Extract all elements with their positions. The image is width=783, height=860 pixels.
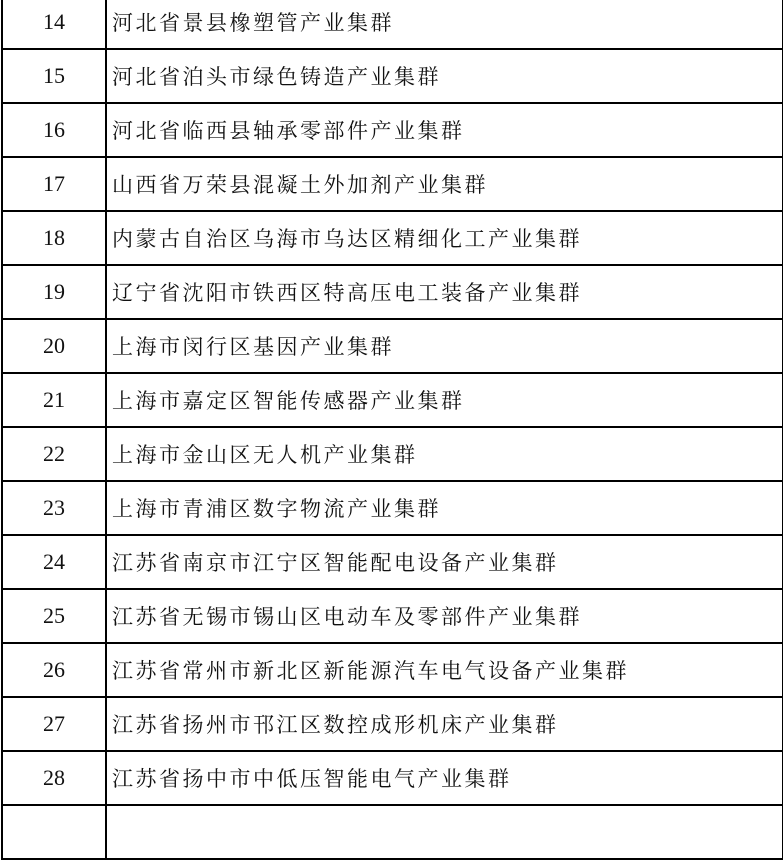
row-number: 24 [2,535,106,589]
cluster-name: 上海市青浦区数字物流产业集群 [106,481,783,535]
cluster-name: 河北省临西县轴承零部件产业集群 [106,103,783,157]
row-number: 21 [2,373,106,427]
cluster-name: 河北省泊头市绿色铸造产业集群 [106,49,783,103]
row-number: 20 [2,319,106,373]
cluster-name: 江苏省扬中市中低压智能电气产业集群 [106,751,783,805]
table-row [2,535,783,589]
row-number: 27 [2,697,106,751]
row-number-empty [2,805,106,859]
table-row [2,157,783,211]
cluster-name: 河北省景县橡塑管产业集群 [106,0,783,49]
row-number: 22 [2,427,106,481]
row-number: 17 [2,157,106,211]
row-number: 23 [2,481,106,535]
table-row [2,49,783,103]
row-number: 28 [2,751,106,805]
cluster-name: 江苏省常州市新北区新能源汽车电气设备产业集群 [106,643,783,697]
row-number: 26 [2,643,106,697]
row-number: 14 [2,0,106,49]
table-row [2,0,783,49]
row-number: 15 [2,49,106,103]
cluster-name: 内蒙古自治区乌海市乌达区精细化工产业集群 [106,211,783,265]
table-row [2,751,783,805]
cluster-name: 山西省万荣县混凝土外加剂产业集群 [106,157,783,211]
table-row [2,319,783,373]
table-row [2,481,783,535]
table-row [2,427,783,481]
row-number: 18 [2,211,106,265]
table-row [2,643,783,697]
row-number: 19 [2,265,106,319]
cluster-name: 上海市嘉定区智能传感器产业集群 [106,373,783,427]
cluster-name: 辽宁省沈阳市铁西区特高压电工装备产业集群 [106,265,783,319]
cluster-table-body [2,0,783,859]
cluster-name: 上海市闵行区基因产业集群 [106,319,783,373]
table-row [2,589,783,643]
row-number: 16 [2,103,106,157]
cluster-table [1,0,783,860]
cluster-name: 江苏省南京市江宁区智能配电设备产业集群 [106,535,783,589]
table-row [2,265,783,319]
row-number: 25 [2,589,106,643]
table-row [2,373,783,427]
table-row [2,103,783,157]
cluster-name-empty [106,805,783,859]
cluster-name: 江苏省无锡市锡山区电动车及零部件产业集群 [106,589,783,643]
table-row-partial [2,805,783,859]
cluster-name: 江苏省扬州市邗江区数控成形机床产业集群 [106,697,783,751]
table-row [2,697,783,751]
cluster-name: 上海市金山区无人机产业集群 [106,427,783,481]
table-row [2,211,783,265]
